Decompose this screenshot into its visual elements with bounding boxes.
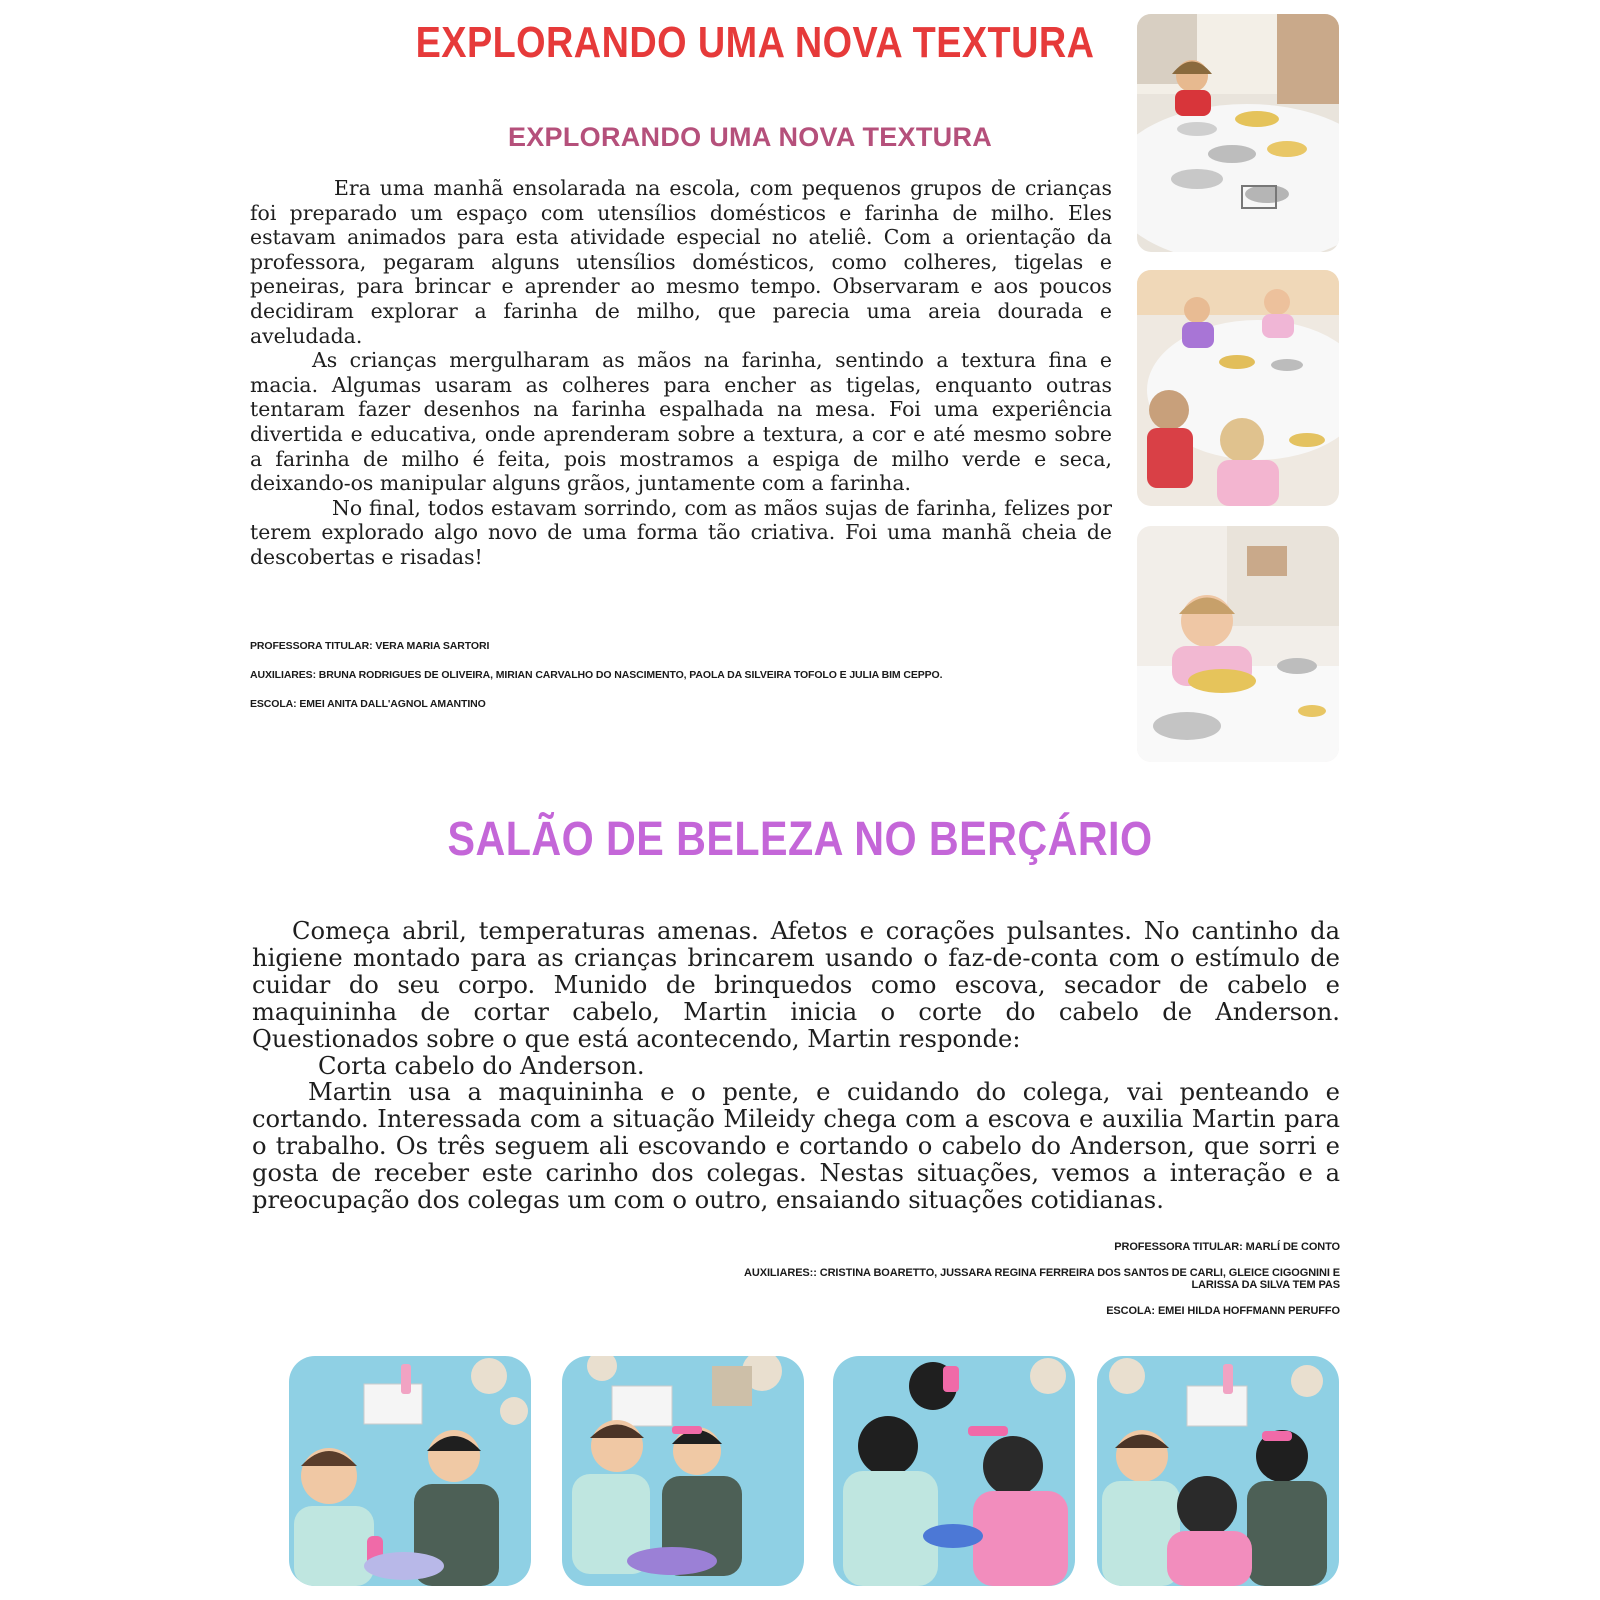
article1-assistants-credit: AUXILIARES: BRUNA RODRIGUES DE OLIVEIRA, MIRIAN CARVALHO DO NASCIMENTO, PAOLA DA SILVEIRA TOFOLO E JULIA BIM CEPPO. — [250, 669, 943, 681]
photo-cornmeal-table-3 — [1137, 526, 1339, 762]
article2-body — [252, 918, 1340, 1214]
photo-cornmeal-table-1 — [1137, 14, 1339, 252]
article1-paragraph: As crianças mergulharam as mãos na farinha, sentindo a textura fina e macia. Algumas usaram as colheres para encher as tigelas, enquanto outras tentaram fazer desenhos na farinha espalhada na mesa. Foi uma experiência divertida e educativa, onde aprenderam sobre a textura, a cor e até mesmo sobre a farinha de milho é feita, pois mostramos a espiga de milho verde e seca, deixando-os manipular alguns grãos, juntamente com a farinha. — [250, 348, 1112, 496]
photo-salon-1 — [289, 1356, 531, 1586]
article2-assistants-credit: AUXILIARES:: CRISTINA BOARETTO, JUSSARA REGINA FERREIRA DOS SANTOS DE CARLI, GLEICE CIGOGNINI E LARISSA DA SILVA TEM PAS — [744, 1267, 1340, 1291]
article2-title: SALÃO DE BELEZA NO BERÇÁRIO — [447, 813, 1153, 866]
article2-school-credit: ESCOLA: EMEI HILDA HOFFMANN PERUFFO — [1106, 1305, 1340, 1317]
article2-credits — [700, 1241, 1340, 1331]
article1-credits — [250, 640, 1110, 727]
article1-subtitle: EXPLORANDO UMA NOVA TEXTURA — [507, 122, 993, 152]
article2-teacher-credit: PROFESSORA TITULAR: MARLÍ DE CONTO — [1114, 1241, 1340, 1253]
article2-paragraph: Corta cabelo do Anderson. — [318, 1051, 645, 1080]
article1-school-credit: ESCOLA: EMEI ANITA DALL'AGNOL AMANTINO — [250, 698, 486, 710]
photo-salon-3 — [833, 1356, 1075, 1586]
photo-cornmeal-table-2 — [1137, 270, 1339, 506]
article1-paragraph: Era uma manhã ensolarada na escola, com pequenos grupos de crianças foi preparado um espaço com utensílios domésticos e farinha de milho. Eles estavam animados para esta atividade especial no ateliê. Com a orientação da professora, pegaram alguns utensílios domésticos, como colheres, tigelas e peneiras, para brincar e aprender ao mesmo tempo. Observaram e aos poucos decidiram explorar a farinha de milho, que parecia uma areia dourada e aveludada. — [250, 176, 1112, 348]
article2-paragraph: Começa abril, temperaturas amenas. Afetos e corações pulsantes. No cantinho da higiene montado para as crianças brincarem usando o faz-de-conta com o estímulo de cuidar do seu corpo. Munido de brinquedos como escova, secador de cabelo e maquininha de cortar cabelo, Martin inicia o corte do cabelo de Anderson. Questionados sobre o que está acontecendo, Martin responde: — [252, 917, 1340, 1053]
article1-paragraph: No final, todos estavam sorrindo, com as mãos sujas de farinha, felizes por terem explorado algo novo de uma forma tão criativa. Foi uma manhã cheia de descobertas e risadas! — [250, 495, 1112, 569]
article1-body — [250, 176, 1112, 570]
article2-paragraph: Martin usa a maquininha e o pente, e cuidando do colega, vai penteando e cortando. Interessada com a situação Mileidy chega com a escova e auxilia Martin para o trabalho. Os três seguem ali escovando e cortando o cabelo do Anderson, que sorri e gosta de receber este carinho dos colegas. Nestas situações, vemos a interação e a preocupação dos colegas um com o outro, ensaiando situações cotidianas. — [252, 1078, 1340, 1215]
article1-title: EXPLORANDO UMA NOVA TEXTURA — [415, 18, 1095, 67]
article1-teacher-credit: PROFESSORA TITULAR: VERA MARIA SARTORI — [250, 640, 490, 652]
photo-salon-4 — [1097, 1356, 1339, 1586]
photo-salon-2 — [562, 1356, 804, 1586]
